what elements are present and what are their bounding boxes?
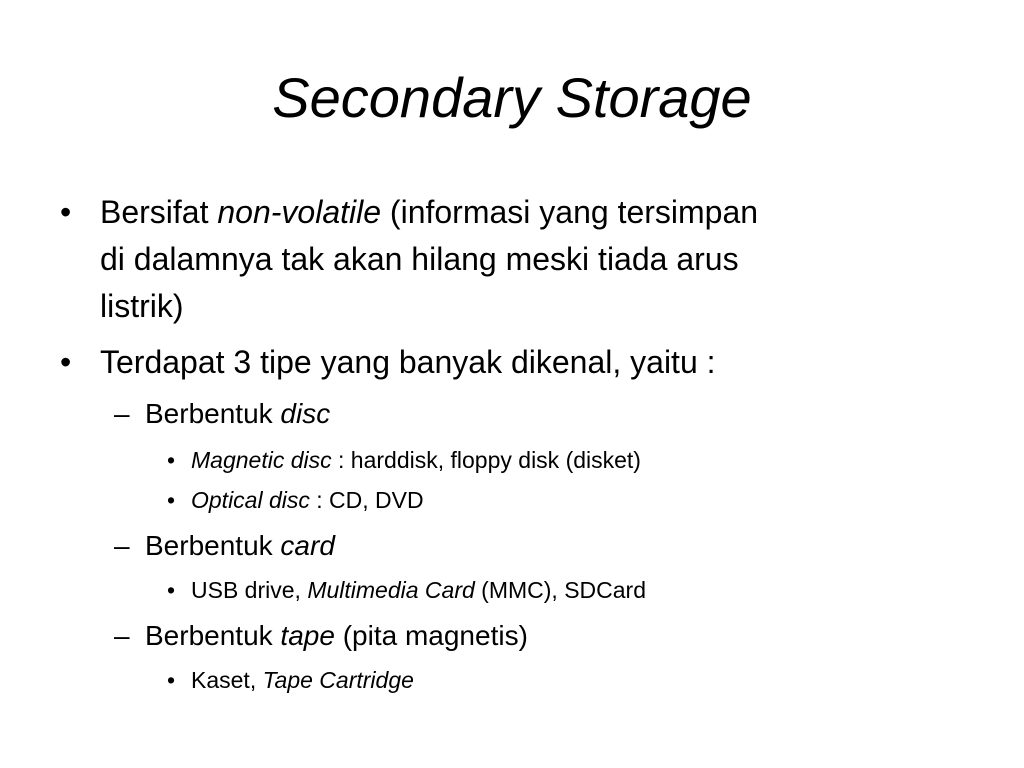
subbullet-marker: – xyxy=(114,530,130,561)
bullet-types: Terdapat 3 tipe yang banyak dikenal, yaitu : xyxy=(100,344,716,380)
bullet-nonvolatile-line-1 xyxy=(100,192,758,232)
item-italic-term: Magnetic disc xyxy=(191,447,332,473)
item-italic-term: Tape Cartridge xyxy=(262,667,414,693)
item-italic-term: Multimedia Card xyxy=(307,577,475,603)
bullet-marker: • xyxy=(60,194,72,230)
item-text: Kaset, xyxy=(191,667,263,693)
subbullet-text: Berbentuk xyxy=(145,398,281,429)
bullet-nonvolatile-line-2: di dalamnya tak akan hilang meski tiada arus xyxy=(100,241,739,277)
subbullet-marker: – xyxy=(114,398,130,429)
item-magnetic-disc xyxy=(191,446,641,474)
subbullet-text: Berbentuk xyxy=(145,620,281,651)
item-text: : CD, DVD xyxy=(309,487,424,513)
subsubbullet-marker: • xyxy=(167,577,176,603)
bullet-nonvolatile-line-3: listrik) xyxy=(100,288,184,324)
bullet-text: (informasi yang tersimpan xyxy=(381,194,759,230)
bullet-text: Bersifat xyxy=(100,194,218,230)
slide-title: Secondary Storage xyxy=(272,66,752,129)
subbullet-text: Berbentuk xyxy=(145,530,281,561)
item-text: : harddisk, floppy disk (disket) xyxy=(331,447,641,473)
item-text: (MMC), SDCard xyxy=(474,577,647,603)
item-card-types xyxy=(191,576,646,604)
item-text: USB drive, xyxy=(191,577,308,603)
subsubbullet-marker: • xyxy=(167,667,176,693)
subbullet-tape xyxy=(145,619,528,653)
bullet-italic-term: non-volatile xyxy=(217,194,382,230)
item-italic-term: Optical disc xyxy=(191,487,310,513)
bullet-marker: • xyxy=(60,344,72,380)
subbullet-card xyxy=(145,529,335,563)
item-tape-types xyxy=(191,666,414,694)
subbullet-disc xyxy=(145,397,330,431)
subsubbullet-marker: • xyxy=(167,487,176,513)
subbullet-marker: – xyxy=(114,620,130,651)
subbullet-italic-term: card xyxy=(280,530,335,561)
subbullet-italic-term: tape xyxy=(280,620,335,651)
subbullet-italic-term: disc xyxy=(280,398,331,429)
subsubbullet-marker: • xyxy=(167,447,176,473)
subbullet-text: (pita magnetis) xyxy=(334,620,528,651)
item-optical-disc xyxy=(191,486,424,514)
